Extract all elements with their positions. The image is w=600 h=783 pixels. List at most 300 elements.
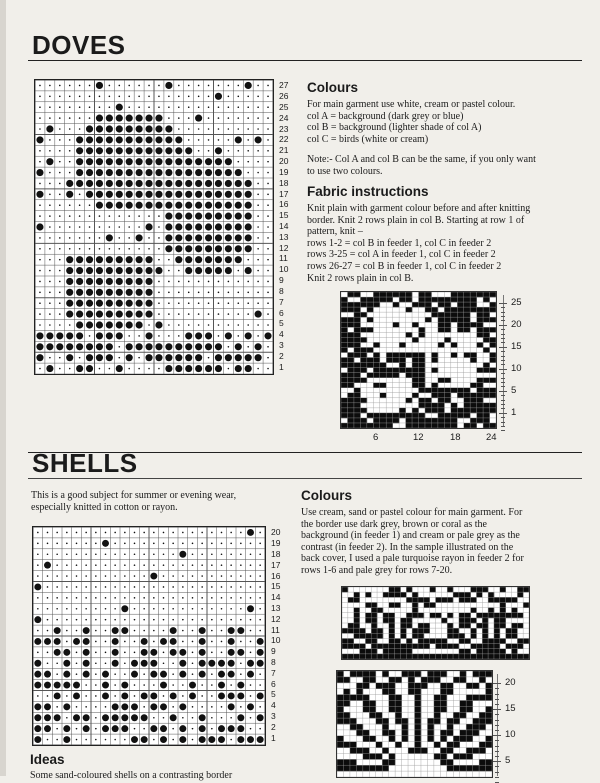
background-stitch	[158, 248, 160, 250]
background-stitch	[76, 553, 78, 555]
row-number: 26	[279, 91, 289, 102]
contrast-stitch	[46, 365, 53, 372]
contrast-stitch	[86, 256, 93, 263]
contrast-stitch	[185, 267, 192, 274]
contrast-stitch	[160, 703, 167, 710]
scale-minor-tick	[495, 714, 499, 715]
contrast-stitch	[136, 256, 143, 263]
background-stitch	[267, 237, 269, 239]
background-stitch	[201, 695, 203, 697]
background-stitch	[39, 117, 41, 119]
contrast-stitch	[96, 256, 103, 263]
row-number: 3	[271, 711, 276, 721]
contrast-stitch	[44, 671, 51, 678]
background-stitch	[247, 281, 249, 283]
contrast-stitch	[145, 158, 152, 165]
doves-colours-heading: Colours	[307, 80, 359, 95]
background-stitch	[76, 619, 78, 621]
contrast-stitch	[86, 169, 93, 176]
background-stitch	[201, 608, 203, 610]
background-stitch	[49, 259, 51, 261]
contrast-stitch	[257, 660, 264, 667]
background-stitch	[89, 85, 91, 87]
background-stitch	[89, 237, 91, 239]
background-stitch	[168, 335, 170, 337]
contrast-stitch	[106, 267, 113, 274]
contrast-stitch	[63, 682, 70, 689]
background-stitch	[153, 717, 155, 719]
scale-tick	[499, 369, 507, 370]
background-stitch	[37, 564, 39, 566]
background-stitch	[163, 597, 165, 599]
background-stitch	[39, 128, 41, 130]
contrast-stitch	[54, 692, 61, 699]
contrast-stitch	[136, 136, 143, 143]
contrast-stitch	[185, 147, 192, 154]
contrast-stitch	[205, 180, 212, 187]
sample-column-label: 6	[373, 432, 379, 443]
background-stitch	[59, 194, 61, 196]
background-stitch	[228, 292, 230, 294]
contrast-stitch	[175, 202, 182, 209]
background-stitch	[153, 597, 155, 599]
contrast-stitch	[106, 191, 113, 198]
contrast-stitch	[136, 300, 143, 307]
background-stitch	[124, 543, 126, 545]
contrast-stitch	[245, 223, 252, 230]
background-stitch	[143, 684, 145, 686]
row-number: 1	[271, 732, 276, 743]
background-stitch	[124, 586, 126, 588]
contrast-stitch	[116, 332, 123, 339]
background-stitch	[198, 324, 200, 326]
background-stitch	[95, 543, 97, 545]
contrast-stitch	[175, 136, 182, 143]
background-stitch	[240, 641, 242, 643]
background-stitch	[240, 608, 242, 610]
row-number: 13	[271, 603, 281, 613]
contrast-stitch	[116, 180, 123, 187]
background-stitch	[267, 368, 269, 370]
contrast-stitch	[76, 289, 83, 296]
background-stitch	[59, 183, 61, 185]
background-stitch	[188, 324, 190, 326]
contrast-stitch	[102, 725, 109, 732]
doves-colours-text	[307, 99, 587, 178]
contrast-stitch	[96, 169, 103, 176]
background-stitch	[188, 96, 190, 98]
contrast-stitch	[175, 158, 182, 165]
background-stitch	[211, 619, 213, 621]
background-stitch	[237, 335, 239, 337]
scale-minor-tick	[501, 382, 505, 383]
contrast-stitch	[34, 703, 41, 710]
background-stitch	[257, 150, 259, 152]
background-stitch	[158, 85, 160, 87]
shells-colours-line: Use cream, sand or pastel colour for main garment. For	[301, 507, 523, 518]
contrast-stitch	[34, 660, 41, 667]
contrast-stitch	[245, 354, 252, 361]
contrast-stitch	[112, 627, 119, 634]
contrast-stitch	[96, 180, 103, 187]
contrast-stitch	[34, 616, 41, 623]
background-stitch	[47, 739, 49, 741]
contrast-stitch	[106, 147, 113, 154]
background-stitch	[198, 139, 200, 141]
background-stitch	[230, 553, 232, 555]
background-stitch	[39, 96, 41, 98]
scale-label: 20	[505, 677, 516, 689]
scale-tick	[493, 761, 501, 762]
contrast-stitch	[155, 125, 162, 132]
contrast-stitch	[136, 234, 143, 241]
contrast-stitch	[155, 202, 162, 209]
background-stitch	[59, 161, 61, 163]
contrast-stitch	[63, 671, 70, 678]
background-stitch	[228, 150, 230, 152]
background-stitch	[211, 695, 213, 697]
background-stitch	[163, 553, 165, 555]
background-stitch	[259, 597, 261, 599]
background-stitch	[208, 324, 210, 326]
background-stitch	[79, 96, 81, 98]
contrast-stitch	[126, 256, 133, 263]
scale-minor-tick	[501, 316, 505, 317]
contrast-stitch	[131, 671, 138, 678]
background-stitch	[69, 172, 71, 174]
background-stitch	[257, 215, 259, 217]
contrast-stitch	[106, 354, 113, 361]
background-stitch	[182, 630, 184, 632]
scale-tick	[499, 413, 507, 414]
background-stitch	[85, 532, 87, 534]
contrast-stitch	[102, 671, 109, 678]
background-stitch	[109, 248, 111, 250]
contrast-stitch	[46, 125, 53, 132]
contrast-stitch	[155, 343, 162, 350]
background-stitch	[188, 292, 190, 294]
background-stitch	[47, 543, 49, 545]
background-stitch	[247, 292, 249, 294]
background-stitch	[221, 543, 223, 545]
background-stitch	[49, 117, 51, 119]
background-stitch	[267, 194, 269, 196]
contrast-stitch	[121, 725, 128, 732]
background-stitch	[240, 575, 242, 577]
contrast-stitch	[136, 180, 143, 187]
contrast-stitch	[247, 660, 254, 667]
background-stitch	[105, 739, 107, 741]
row-number: 11	[271, 624, 280, 635]
background-stitch	[49, 96, 51, 98]
background-stitch	[95, 695, 97, 697]
background-stitch	[168, 106, 170, 108]
contrast-stitch	[195, 234, 202, 241]
background-stitch	[85, 706, 87, 708]
background-stitch	[237, 302, 239, 304]
row-number: 19	[271, 538, 281, 549]
background-stitch	[201, 553, 203, 555]
background-stitch	[114, 684, 116, 686]
contrast-stitch	[83, 660, 90, 667]
background-stitch	[76, 597, 78, 599]
background-stitch	[59, 270, 61, 272]
background-stitch	[76, 673, 78, 675]
background-stitch	[128, 106, 130, 108]
scale-minor-tick	[501, 364, 505, 365]
scale-label: 20	[511, 318, 522, 330]
contrast-stitch	[126, 180, 133, 187]
background-stitch	[66, 532, 68, 534]
background-stitch	[153, 684, 155, 686]
shells-title-rule	[28, 478, 582, 479]
contrast-stitch	[245, 365, 252, 372]
contrast-stitch	[175, 180, 182, 187]
scale-minor-tick	[495, 751, 499, 752]
contrast-stitch	[126, 354, 133, 361]
background-stitch	[143, 608, 145, 610]
background-stitch	[178, 270, 180, 272]
background-stitch	[69, 150, 71, 152]
background-stitch	[211, 543, 213, 545]
doves-fabric-line: rows 3-25 = col A in feeder 1, col C in feeder 2	[307, 249, 496, 261]
background-stitch	[267, 128, 269, 130]
background-stitch	[143, 543, 145, 545]
background-stitch	[257, 292, 259, 294]
background-stitch	[134, 684, 136, 686]
contrast-stitch	[245, 332, 252, 339]
contrast-stitch	[195, 365, 202, 372]
background-stitch	[168, 313, 170, 315]
contrast-stitch	[76, 267, 83, 274]
contrast-stitch	[145, 278, 152, 285]
contrast-stitch	[225, 213, 232, 220]
background-stitch	[37, 543, 39, 545]
background-stitch	[192, 532, 194, 534]
background-stitch	[182, 619, 184, 621]
scale-minor-tick	[495, 725, 499, 726]
background-stitch	[138, 96, 140, 98]
contrast-stitch	[86, 158, 93, 165]
contrast-stitch	[179, 736, 186, 743]
row-number: 6	[271, 678, 276, 689]
contrast-stitch	[145, 202, 152, 209]
doves-fabric-heading: Fabric instructions	[307, 184, 429, 199]
scale-minor-tick	[501, 426, 505, 427]
contrast-stitch	[116, 267, 123, 274]
contrast-stitch	[225, 256, 232, 263]
contrast-stitch	[247, 605, 254, 612]
background-stitch	[153, 608, 155, 610]
contrast-stitch	[245, 245, 252, 252]
background-stitch	[158, 302, 160, 304]
contrast-stitch	[195, 169, 202, 176]
ideas-heading: Ideas	[30, 752, 65, 767]
contrast-stitch	[126, 158, 133, 165]
background-stitch	[56, 673, 58, 675]
contrast-stitch	[34, 682, 41, 689]
background-stitch	[138, 368, 140, 370]
contrast-stitch	[205, 343, 212, 350]
background-stitch	[163, 619, 165, 621]
background-stitch	[89, 226, 91, 228]
contrast-stitch	[185, 223, 192, 230]
background-stitch	[218, 281, 220, 283]
background-stitch	[230, 597, 232, 599]
background-stitch	[267, 215, 269, 217]
background-stitch	[143, 575, 145, 577]
background-stitch	[211, 717, 213, 719]
contrast-stitch	[86, 311, 93, 318]
contrast-stitch	[237, 714, 244, 721]
contrast-stitch	[96, 267, 103, 274]
row-number: 10	[279, 264, 289, 275]
background-stitch	[208, 85, 210, 87]
background-stitch	[109, 96, 111, 98]
row-number: 24	[279, 112, 289, 123]
background-stitch	[143, 673, 145, 675]
contrast-stitch	[96, 158, 103, 165]
contrast-stitch	[218, 692, 225, 699]
contrast-stitch	[195, 213, 202, 220]
background-stitch	[39, 248, 41, 250]
background-stitch	[201, 564, 203, 566]
background-stitch	[124, 652, 126, 654]
background-stitch	[237, 161, 239, 163]
contrast-stitch	[228, 703, 235, 710]
contrast-stitch	[121, 703, 128, 710]
row-number: 12	[279, 242, 289, 253]
background-stitch	[95, 532, 97, 534]
contrast-stitch	[73, 714, 80, 721]
contrast-stitch	[106, 136, 113, 143]
background-stitch	[211, 684, 213, 686]
shells-knitted-sample-lower	[336, 670, 493, 778]
background-stitch	[178, 85, 180, 87]
background-stitch	[124, 641, 126, 643]
background-stitch	[228, 324, 230, 326]
background-stitch	[221, 630, 223, 632]
contrast-stitch	[145, 180, 152, 187]
contrast-stitch	[76, 147, 83, 154]
background-stitch	[221, 597, 223, 599]
contrast-stitch	[106, 300, 113, 307]
background-stitch	[240, 706, 242, 708]
contrast-stitch	[145, 300, 152, 307]
background-stitch	[134, 728, 136, 730]
contrast-stitch	[96, 354, 103, 361]
contrast-stitch	[116, 136, 123, 143]
background-stitch	[56, 586, 58, 588]
contrast-stitch	[126, 289, 133, 296]
contrast-stitch	[195, 180, 202, 187]
background-stitch	[109, 215, 111, 217]
background-stitch	[59, 259, 61, 261]
background-stitch	[237, 117, 239, 119]
contrast-stitch	[195, 245, 202, 252]
background-stitch	[192, 597, 194, 599]
contrast-stitch	[247, 529, 254, 536]
contrast-stitch	[106, 158, 113, 165]
contrast-stitch	[136, 202, 143, 209]
row-number: 19	[279, 166, 289, 177]
background-stitch	[138, 335, 140, 337]
shells-colours-text	[301, 507, 591, 577]
contrast-stitch	[54, 682, 61, 689]
row-number: 14	[279, 221, 289, 231]
contrast-stitch	[155, 321, 162, 328]
contrast-stitch	[102, 692, 109, 699]
background-stitch	[39, 85, 41, 87]
background-stitch	[109, 106, 111, 108]
contrast-stitch	[126, 115, 133, 122]
contrast-stitch	[136, 289, 143, 296]
contrast-stitch	[228, 627, 235, 634]
contrast-stitch	[126, 136, 133, 143]
background-stitch	[59, 281, 61, 283]
contrast-stitch	[116, 300, 123, 307]
row-number: 13	[279, 231, 289, 242]
background-stitch	[76, 543, 78, 545]
background-stitch	[85, 684, 87, 686]
background-stitch	[114, 532, 116, 534]
scale-minor-tick	[501, 373, 505, 374]
background-stitch	[237, 313, 239, 315]
row-number: 27	[279, 80, 289, 91]
contrast-stitch	[235, 354, 242, 361]
contrast-stitch	[165, 125, 172, 132]
contrast-stitch	[116, 321, 123, 328]
background-stitch	[267, 259, 269, 261]
contrast-stitch	[235, 256, 242, 263]
contrast-stitch	[126, 169, 133, 176]
background-stitch	[228, 313, 230, 315]
background-stitch	[208, 313, 210, 315]
contrast-stitch	[54, 714, 61, 721]
contrast-stitch	[145, 191, 152, 198]
contrast-stitch	[205, 234, 212, 241]
background-stitch	[192, 608, 194, 610]
contrast-stitch	[131, 736, 138, 743]
contrast-stitch	[126, 202, 133, 209]
contrast-stitch	[121, 605, 128, 612]
background-stitch	[69, 226, 71, 228]
contrast-stitch	[36, 343, 43, 350]
contrast-stitch	[141, 660, 148, 667]
background-stitch	[247, 172, 249, 174]
background-stitch	[163, 717, 165, 719]
contrast-stitch	[245, 202, 252, 209]
contrast-stitch	[145, 311, 152, 318]
background-stitch	[182, 717, 184, 719]
knitted-texture	[341, 292, 496, 428]
contrast-stitch	[136, 321, 143, 328]
background-stitch	[192, 641, 194, 643]
contrast-stitch	[86, 125, 93, 132]
scale-minor-tick	[501, 334, 505, 335]
contrast-stitch	[145, 115, 152, 122]
scale-minor-tick	[501, 338, 505, 339]
contrast-stitch	[76, 136, 83, 143]
background-stitch	[143, 619, 145, 621]
contrast-stitch	[106, 332, 113, 339]
background-stitch	[211, 564, 213, 566]
background-stitch	[85, 608, 87, 610]
contrast-stitch	[63, 660, 70, 667]
background-stitch	[56, 662, 58, 664]
doves-title: DOVES	[32, 30, 126, 60]
background-stitch	[134, 641, 136, 643]
